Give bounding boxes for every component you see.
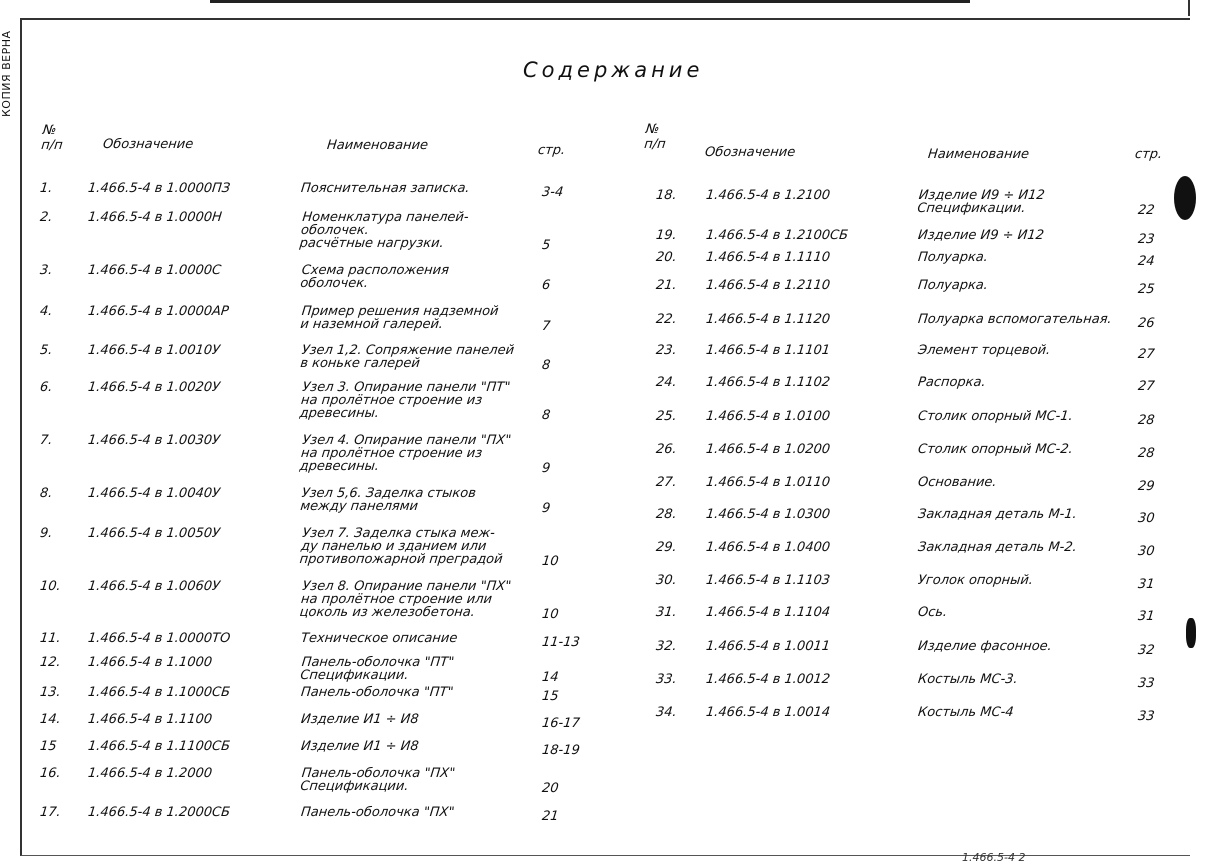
row-code: 1.466.5-4 в 1.0000АР — [87, 304, 230, 319]
row-num: 8. — [39, 486, 54, 501]
corner-mark — [1188, 0, 1190, 16]
scan-smudge — [1186, 618, 1196, 648]
row-page: 33 — [1137, 709, 1156, 724]
row-code: 1.466.5-4 в 1.0040У — [87, 486, 221, 501]
row-page: 11-13 — [541, 635, 581, 650]
row-num: 18. — [655, 188, 678, 203]
row-code: 1.466.5-4 в 1.0060У — [87, 579, 221, 594]
row-code: 1.466.5-4 в 1.1103 — [705, 573, 831, 588]
footer-designation: 1.466.5-4 2 — [962, 851, 1026, 864]
row-name: Номенклатура панелей- оболочек. расчётные нагрузки. — [298, 210, 470, 251]
row-page: 18-19 — [541, 743, 581, 758]
row-name: Полуарка вспомогательная. — [917, 312, 1113, 327]
row-code: 1.466.5-4 в 1.1100 — [87, 712, 213, 727]
row-name: Уголок опорный. — [917, 573, 1034, 588]
row-name: Полуарка. — [917, 278, 989, 293]
row-name: Изделие И9 ÷ И12 — [917, 228, 1045, 243]
row-num: 30. — [655, 573, 678, 588]
row-num: 12. — [39, 655, 62, 670]
row-code: 1.466.5-4 в 1.0000Н — [87, 210, 223, 225]
row-page: 8 — [541, 408, 552, 423]
row-name: Панель-оболочка "ПХ" Спецификации. — [299, 766, 456, 794]
row-num: 14. — [39, 712, 62, 727]
row-code: 1.466.5-4 в 1.0400 — [705, 540, 831, 555]
row-page: 15 — [541, 689, 560, 704]
row-page: 14 — [541, 670, 560, 685]
row-num: 3. — [39, 263, 54, 278]
header-page-right: стр. — [1134, 147, 1163, 162]
row-name: Костыль МС-3. — [917, 672, 1019, 687]
row-code: 1.466.5-4 в 1.1104 — [705, 605, 831, 620]
row-code: 1.466.5-4 в 1.1000СБ — [87, 685, 231, 700]
row-num: 1. — [39, 181, 54, 196]
row-num: 25. — [655, 409, 678, 424]
row-num: 17. — [39, 805, 62, 820]
row-num: 9. — [39, 526, 54, 541]
header-num-left: № п/п — [40, 123, 64, 153]
row-page: 8 — [541, 358, 552, 373]
row-page: 9 — [541, 501, 552, 516]
row-page: 6 — [541, 278, 552, 293]
row-page: 29 — [1137, 479, 1156, 494]
page-title: Содержание — [523, 58, 704, 82]
row-name: Закладная деталь М-1. — [917, 507, 1078, 522]
row-name: Узел 1,2. Сопряжение панелей в коньке галерей — [299, 343, 515, 371]
row-page: 28 — [1137, 413, 1156, 428]
row-num: 7. — [39, 433, 54, 448]
row-page: 28 — [1137, 446, 1156, 461]
row-page: 10 — [541, 554, 560, 569]
row-num: 22. — [655, 312, 678, 327]
row-code: 1.466.5-4 в 1.0000С — [87, 263, 222, 278]
row-page: 31 — [1137, 609, 1156, 624]
row-name: Костыль МС-4 — [917, 705, 1015, 720]
header-name-right: Наименование — [927, 147, 1030, 162]
row-code: 1.466.5-4 в 1.1101 — [705, 343, 831, 358]
row-name: Панель-оболочка "ПХ" — [300, 805, 456, 820]
row-num: 34. — [655, 705, 678, 720]
row-num: 32. — [655, 639, 678, 654]
row-code: 1.466.5-4 в 1.2100 — [705, 188, 831, 203]
row-code: 1.466.5-4 в 1.0110 — [705, 475, 831, 490]
row-page: 30 — [1137, 511, 1156, 526]
header-page-left: стр. — [537, 143, 566, 158]
row-page: 33 — [1137, 676, 1156, 691]
row-name: Техническое описание — [300, 631, 459, 646]
row-code: 1.466.5-4 в 1.0011 — [705, 639, 831, 654]
row-num: 16. — [39, 766, 62, 781]
row-name: Узел 5,6. Заделка стыков между панелями — [299, 486, 477, 514]
row-num: 20. — [655, 250, 678, 265]
row-code: 1.466.5-4 в 1.0200 — [705, 442, 831, 457]
row-name: Изделие И9 ÷ И12 Спецификации. — [916, 188, 1046, 216]
row-name: Закладная деталь М-2. — [917, 540, 1078, 555]
row-num: 31. — [655, 605, 678, 620]
row-name: Схема расположения оболочек. — [299, 263, 450, 291]
row-page: 10 — [541, 607, 560, 622]
row-page: 16-17 — [541, 716, 581, 731]
header-code-right: Обозначение — [704, 145, 797, 160]
row-num: 2. — [39, 210, 54, 225]
row-code: 1.466.5-4 в 1.0020У — [87, 380, 221, 395]
row-page: 27 — [1137, 379, 1156, 394]
row-num: 6. — [39, 380, 54, 395]
row-code: 1.466.5-4 в 1.1120 — [705, 312, 831, 327]
header-num-right: № п/п — [643, 122, 667, 152]
row-name: Ось. — [917, 605, 948, 620]
row-num: 10. — [39, 579, 62, 594]
row-code: 1.466.5-4 в 1.1102 — [705, 375, 831, 390]
row-num: 29. — [655, 540, 678, 555]
row-code: 1.466.5-4 в 1.0014 — [705, 705, 831, 720]
row-num: 4. — [39, 304, 54, 319]
row-page: 30 — [1137, 544, 1156, 559]
row-page: 24 — [1137, 254, 1156, 269]
row-code: 1.466.5-4 в 1.0030У — [87, 433, 221, 448]
row-name: Узел 4. Опирание панели "ПХ" на пролётное строение из древесины. — [298, 433, 512, 474]
row-num: 5. — [39, 343, 54, 358]
row-num: 21. — [655, 278, 678, 293]
row-page: 3-4 — [541, 185, 565, 200]
row-code: 1.466.5-4 в 1.0000ТО — [87, 631, 231, 646]
row-name: Пояснительная записка. — [300, 181, 471, 196]
row-num: 26. — [655, 442, 678, 457]
row-name: Основание. — [917, 475, 998, 490]
row-name: Изделие фасонное. — [917, 639, 1053, 654]
row-code: 1.466.5-4 в 1.0012 — [705, 672, 831, 687]
row-code: 1.466.5-4 в 1.2000СБ — [87, 805, 231, 820]
row-name: Столик опорный МС-2. — [917, 442, 1074, 457]
row-page: 32 — [1137, 643, 1156, 658]
row-code: 1.466.5-4 в 1.0000ПЗ — [87, 181, 231, 196]
row-code: 1.466.5-4 в 1.2100СБ — [705, 228, 849, 243]
row-name: Пример решения надземной и наземной галерей. — [299, 304, 500, 332]
row-name: Узел 8. Опирание панели "ПХ" на пролётное строение или цоколь из железобетона. — [298, 579, 512, 620]
scan-smudge — [1174, 176, 1196, 220]
row-page: 5 — [541, 238, 552, 253]
row-name: Полуарка. — [917, 250, 989, 265]
row-page: 20 — [541, 781, 560, 796]
row-code: 1.466.5-4 в 1.2000 — [87, 766, 213, 781]
row-code: 1.466.5-4 в 1.2110 — [705, 278, 831, 293]
row-code: 1.466.5-4 в 1.0100 — [705, 409, 831, 424]
row-name: Панель-оболочка "ПТ" Спецификации. — [299, 655, 455, 683]
row-page: 7 — [541, 319, 552, 334]
row-num: 15 — [39, 739, 58, 754]
row-code: 1.466.5-4 в 1.1110 — [705, 250, 831, 265]
row-name: Распорка. — [917, 375, 987, 390]
row-name: Элемент торцевой. — [917, 343, 1052, 358]
row-page: 27 — [1137, 347, 1156, 362]
row-num: 11. — [39, 631, 62, 646]
header-name-left: Наименование — [326, 138, 429, 153]
row-code: 1.466.5-4 в 1.0010У — [87, 343, 221, 358]
row-num: 23. — [655, 343, 678, 358]
row-page: 31 — [1137, 577, 1156, 592]
row-page: 26 — [1137, 316, 1156, 331]
row-name: Панель-оболочка "ПТ" — [300, 685, 455, 700]
row-name: Узел 3. Опирание панели "ПТ" на пролётное строение из древесины. — [298, 380, 511, 421]
row-code: 1.466.5-4 в 1.1100СБ — [87, 739, 231, 754]
row-code: 1.466.5-4 в 1.0300 — [705, 507, 831, 522]
row-num: 33. — [655, 672, 678, 687]
copy-stamp: КОПИЯ ВЕРНА — [0, 30, 13, 118]
row-page: 25 — [1137, 282, 1156, 297]
row-name: Узел 7. Заделка стыка меж- ду панелью и зданием или противопожарной преградой — [298, 526, 504, 567]
row-num: 28. — [655, 507, 678, 522]
row-code: 1.466.5-4 в 1.1000 — [87, 655, 213, 670]
row-page: 23 — [1137, 232, 1156, 247]
row-num: 24. — [655, 375, 678, 390]
row-num: 27. — [655, 475, 678, 490]
row-num: 19. — [655, 228, 678, 243]
top-border-line — [210, 0, 970, 3]
row-page: 22 — [1137, 203, 1156, 218]
row-name: Изделие И1 ÷ И8 — [300, 712, 420, 727]
row-name: Изделие И1 ÷ И8 — [300, 739, 420, 754]
row-page: 9 — [541, 461, 552, 476]
row-name: Столик опорный МС-1. — [917, 409, 1074, 424]
row-code: 1.466.5-4 в 1.0050У — [87, 526, 221, 541]
row-page: 21 — [541, 809, 560, 824]
row-num: 13. — [39, 685, 62, 700]
header-code-left: Обозначение — [102, 137, 195, 152]
